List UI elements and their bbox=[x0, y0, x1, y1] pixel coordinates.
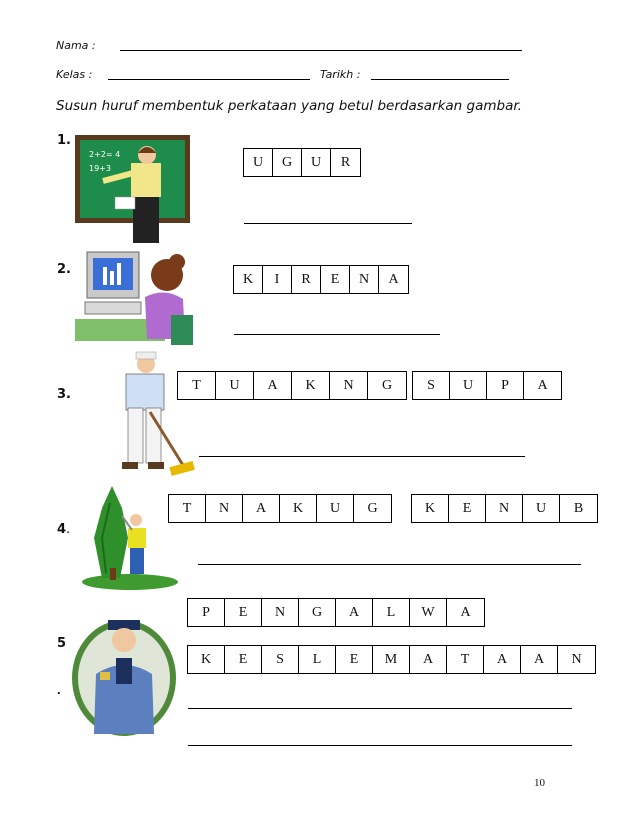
letter-tile: G bbox=[299, 599, 336, 626]
question-number-2: 2. bbox=[57, 262, 71, 277]
letter-tile: G bbox=[381, 377, 393, 393]
letter-tile: W bbox=[410, 599, 447, 626]
letter-tile: K bbox=[234, 266, 263, 293]
letter-tile: I bbox=[263, 266, 292, 293]
answer-line-q2[interactable] bbox=[234, 334, 440, 335]
tarikh-label: Tarikh : bbox=[320, 68, 361, 81]
letter-tile: P bbox=[487, 372, 524, 399]
letter-tile: E bbox=[336, 646, 373, 673]
letter-tile: K bbox=[280, 495, 317, 522]
letter-tile: A bbox=[336, 599, 373, 626]
letter-tiles-q1 bbox=[243, 148, 361, 177]
kelas-answer-line[interactable] bbox=[108, 79, 310, 80]
letter-tile: U bbox=[244, 149, 273, 176]
woman-computer-picture bbox=[75, 247, 197, 349]
security-guard-picture bbox=[70, 614, 178, 736]
letter-tile: K bbox=[412, 495, 449, 522]
question-number-1: 1. bbox=[57, 133, 71, 148]
letter-tile: L bbox=[373, 599, 410, 626]
kelas-label: Kelas : bbox=[56, 68, 93, 81]
letter-tile: G bbox=[367, 500, 378, 516]
question-number-4: 4. bbox=[57, 522, 71, 537]
instruction-text: Susun huruf membentuk perkataan yang betul berdasarkan gambar. bbox=[56, 98, 522, 114]
letter-tile: N bbox=[206, 495, 243, 522]
letter-tile: T bbox=[169, 495, 206, 522]
letter-tile: U bbox=[523, 495, 560, 522]
letter-tile: N bbox=[330, 372, 368, 399]
letter-tiles-q4b bbox=[411, 494, 598, 523]
letter-tile: T bbox=[178, 372, 216, 399]
letter-tile: U bbox=[216, 372, 254, 399]
letter-tile: M bbox=[373, 646, 410, 673]
teacher-chalkboard-picture bbox=[75, 135, 190, 243]
letter-tile: E bbox=[225, 599, 262, 626]
letter-tile: A bbox=[484, 646, 521, 673]
sweeper-picture bbox=[108, 350, 196, 480]
letter-tile: T bbox=[447, 646, 484, 673]
letter-tile: K bbox=[188, 646, 225, 673]
letter-tiles-q3b bbox=[412, 371, 562, 400]
letter-tile: N bbox=[350, 266, 379, 293]
question-number-4-text: 4 bbox=[57, 522, 67, 537]
letter-tiles-q5b bbox=[187, 645, 596, 674]
letter-tile: U bbox=[450, 372, 487, 399]
letter-tile: U bbox=[317, 495, 354, 522]
answer-line-q4[interactable] bbox=[198, 564, 581, 565]
letter-tile: A bbox=[537, 377, 548, 393]
answer-line-q3[interactable] bbox=[199, 456, 525, 457]
letter-tile: P bbox=[188, 599, 225, 626]
svg-text:19+3: 19+3 bbox=[89, 164, 111, 173]
letter-tiles-q4a bbox=[168, 494, 392, 523]
answer-line-q5a[interactable] bbox=[188, 708, 572, 709]
letter-tile: A bbox=[521, 646, 558, 673]
letter-tile: S bbox=[262, 646, 299, 673]
letter-tile: E bbox=[449, 495, 486, 522]
letter-tiles-q2 bbox=[233, 265, 409, 294]
answer-line-q5b[interactable] bbox=[188, 745, 572, 746]
letter-tile: A bbox=[388, 271, 399, 287]
letter-tile: L bbox=[299, 646, 336, 673]
letter-tile: A bbox=[410, 646, 447, 673]
letter-tile: A bbox=[460, 604, 471, 620]
letter-tiles-q3a bbox=[177, 371, 407, 400]
letter-tile: E bbox=[225, 646, 262, 673]
letter-tiles-q5a bbox=[187, 598, 485, 627]
letter-tile: N bbox=[571, 651, 582, 667]
letter-tile: R bbox=[340, 154, 351, 170]
question-number-5-dot: . bbox=[57, 682, 61, 697]
letter-tile: U bbox=[302, 149, 331, 176]
page-number: 10 bbox=[534, 777, 545, 789]
question-number-5: 5 bbox=[57, 636, 67, 651]
tarikh-answer-line[interactable] bbox=[371, 79, 509, 80]
nama-label: Nama : bbox=[56, 39, 96, 52]
letter-tile: A bbox=[243, 495, 280, 522]
letter-tile: E bbox=[321, 266, 350, 293]
letter-tile: K bbox=[292, 372, 330, 399]
letter-tile: S bbox=[413, 372, 450, 399]
letter-tile: N bbox=[262, 599, 299, 626]
question-number-3: 3. bbox=[57, 387, 71, 402]
nama-answer-line[interactable] bbox=[120, 50, 522, 51]
svg-text:2+2= 4: 2+2= 4 bbox=[89, 150, 121, 159]
answer-line-q1[interactable] bbox=[244, 223, 412, 224]
letter-tile: R bbox=[292, 266, 321, 293]
letter-tile: A bbox=[254, 372, 292, 399]
letter-tile: N bbox=[486, 495, 523, 522]
letter-tile: G bbox=[273, 149, 302, 176]
letter-tile: B bbox=[573, 500, 584, 516]
